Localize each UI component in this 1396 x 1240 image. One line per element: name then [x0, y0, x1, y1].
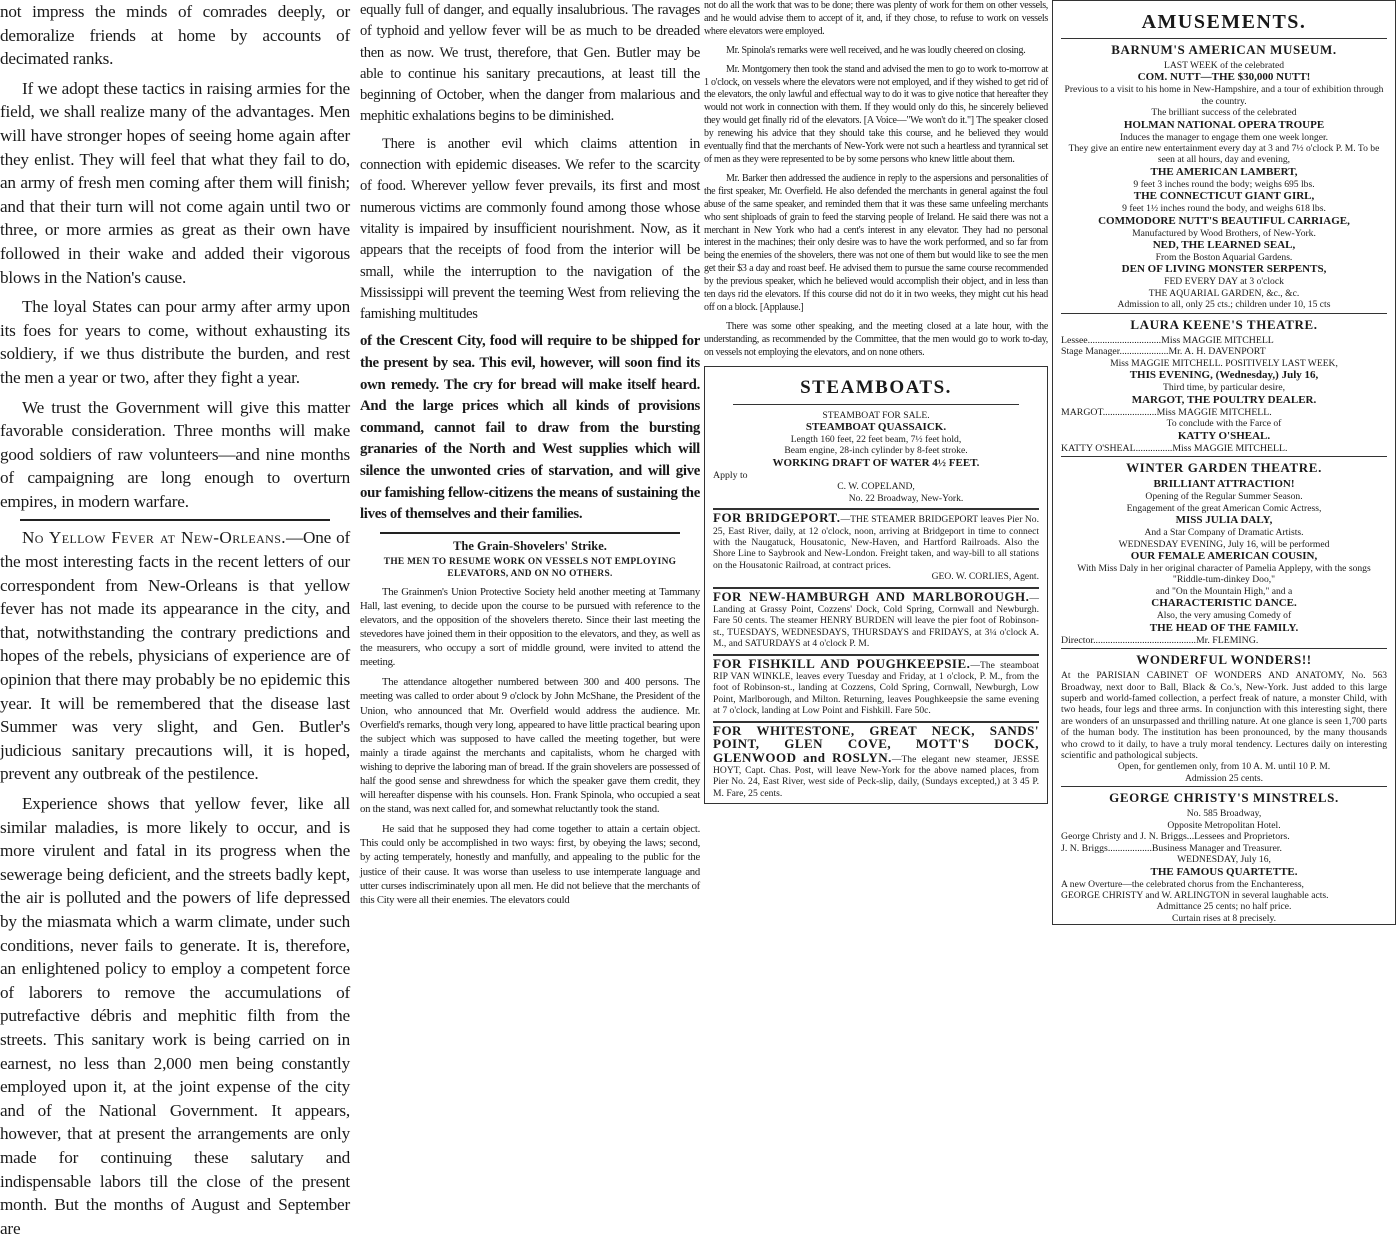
ad-line: BRILLIANT ATTRACTION!: [1153, 478, 1295, 491]
ad-line: THE CONNECTICUT GIANT GIRL,: [1133, 190, 1315, 203]
ad-line: 9 feet 3 inches round the body; weighs 695 lbs.: [1133, 178, 1315, 190]
steamboat-ad-sign: GEO. W. CORLIES, Agent.: [931, 571, 1039, 583]
keene-ad: [1061, 317, 1387, 455]
section-rule: [1061, 38, 1387, 39]
ad-line: Open, for gentlemen only, from 10 A. M. until 10 P. M.: [1117, 761, 1331, 773]
ad-line: COM. NUTT—THE $30,000 NUTT!: [1137, 71, 1311, 84]
ad-line: FED EVERY DAY at 3 o'clock: [1164, 276, 1284, 288]
yellow-fever-lead: [0, 526, 350, 786]
steamboat-sale-heading: STEAMBOAT FOR SALE.: [822, 409, 930, 421]
steamboat-apply: Apply to: [713, 469, 748, 481]
ad-line: Miss MAGGIE MITCHELL. POSITIVELY LAST WEEK,: [1110, 357, 1338, 369]
column-rule: [20, 519, 330, 521]
ad-line: Induces the manager to engage them one week longer.: [1119, 131, 1329, 143]
steamboat-ad-title: FOR WHITESTONE, GREAT NECK, SANDS' POINT, GLEN COVE, MOTT'S DOCK, GLENWOOD and ROSLYN.: [713, 722, 1039, 765]
ad-line: Previous to a visit to his home in New-Hampshire, and a tour of exhibition through the country.: [1064, 84, 1384, 107]
ad-line: George Christy and J. N. Briggs...Lessees and Proprietors.: [1061, 831, 1290, 842]
ad-line: Opening of the Regular Summer Season.: [1145, 491, 1303, 503]
ad-line: 9 feet 1½ inches round the body, and weighs 618 lbs.: [1122, 203, 1326, 215]
ad-paragraph: At the PARISIAN CABINET OF WONDERS AND ANATOMY, No. 563 Broadway, next door to Ball, Black & Co.'s, New-York. Just added to this large superb and world-famed collection, a perfect freak of nature, a monster Child, with two heads, four legs and three arms. In conjunction with this interesting sight, there are wonders of an unsurpassed and thrilling nature. At one glance is seen 1,700 parts of the human body. The institution has been pronounced, by the many thousands who crowd to it daily, to have a truly moral tendency. Lectures daily on interesting scientific and pathological subjects.: [1061, 670, 1387, 761]
article-paragraph: not do all the work that was to be done; there was plenty of work for them on other vessels, and he would advise them to accept of it, and, if they chose, to refuse to work on vessels where elevators were employed.: [704, 0, 1048, 37]
ad-line: Stage Manager....................Mr. A. H. DAVENPORT: [1061, 346, 1266, 358]
bold-paragraph: of the Crescent City, food will require to be shipped for the present by sea. This evil, however, will soon find its own remedy. The cry for bread will make itself heard. And the large prices which all kinds of provisions command, cannot fail to draw from the bursting granaries of the North and West supplies which will silence the unwonted cries of starvation, and will give our famishing fellow-citizens the means of sustaining the lives of themselves and their families.: [360, 333, 700, 523]
ad-line: MISS JULIA DALY,: [1175, 514, 1273, 527]
ad-line: Engagement of the great American Comic Actress,: [1126, 502, 1322, 514]
ad-line: With Miss Daly in her original character of Pamelia Applepy, with the songs "Riddle-tum-dinkey Doo,": [1077, 562, 1371, 586]
ad-line: THE HEAD OF THE FAMILY.: [1149, 621, 1299, 634]
ad-line: Lessee..............................Miss MAGGIE MITCHELL: [1061, 334, 1274, 346]
ad-line: THIS EVENING, (Wednesday,) July 16,: [1129, 369, 1319, 382]
winter-garden-ad: [1061, 460, 1387, 646]
steamboat-ad-text: FOR NEW-HAMBURGH AND MARLBOROUGH.—Landing at Grassy Point, Cozzens' Dock, Cold Spring, Cornwall and Newburgh. Fare 50 cents. The steamer HENRY BURDEN will leave the pier foot of Robinson-st., TUESDAYS, WEDNESDAYS, THURSDAYS and FRIDAYS, at 3¼ o'clock A. M., and SATURDAYS at 4 o'clock P. M.: [713, 588, 1039, 650]
ad-line: COMMODORE NUTT'S BEAUTIFUL CARRIAGE,: [1098, 214, 1350, 227]
section-rule: [1061, 456, 1387, 457]
barnum-title: BARNUM'S AMERICAN MUSEUM.: [1111, 42, 1337, 57]
section-rule: [1061, 648, 1387, 649]
ad-line: HOLMAN NATIONAL OPERA TROUPE: [1123, 118, 1325, 131]
ad-line: No. 585 Broadway,: [1186, 808, 1262, 820]
winter-garden-title: WINTER GARDEN THEATRE.: [1126, 460, 1322, 476]
strike-subheadline: THE MEN TO RESUME WORK ON VESSELS NOT EMPLOYING ELEVATORS, AND ON NO OTHERS.: [383, 556, 677, 579]
wonders-ad: [1061, 652, 1387, 784]
article-paragraph: There is another evil which claims attention in connection with epidemic diseases. We refer to the scarcity of food. Wherever yellow fever prevails, its first and most numerous victims are commonly found among those whose vitality is impaired by insufficient nourishment. Now, as it appears that the receipts of food from the interior will be small, while the interruption to the navigation of the Mississippi will prevent the teeming West from relieving the famishing multitudes: [360, 135, 700, 323]
column-2: [360, 0, 700, 1080]
article-paragraph: We trust the Government will give this matter favorable consideration. Three months will make good soldiers of raw volunteers—and nine months of campaigning are long enough to overturn empires, in modern warfare.: [0, 397, 350, 511]
steamboat-ad-title: FOR NEW-HAMBURGH AND MARLBOROUGH.: [713, 588, 1030, 604]
ad-line: Manufactured by Wood Brothers, of New-York.: [1132, 227, 1316, 239]
steamboat-spec: Length 160 feet, 22 feet beam, 7½ feet hold,: [790, 433, 962, 445]
steamboats-section: [704, 366, 1048, 805]
christy-ad: [1061, 790, 1387, 924]
ad-line: WEDNESDAY EVENING, July 16, will be performed: [1118, 538, 1330, 550]
ad-line: DEN OF LIVING MONSTER SERPENTS,: [1121, 263, 1327, 276]
steamboat-name: STEAMBOAT QUASSAICK.: [805, 420, 947, 433]
ad-line: And a Star Company of Dramatic Artists.: [1144, 527, 1304, 539]
article-paragraph: If we adopt these tactics in raising armies for the field, we shall realize many of the advantages. Men will have stronger hopes of seeing home again after they enlist. They will feel that what they fail to do, an army of fresh men coming after them will finish; and that their turn will not come again until two or three, or more armies as great as their own have followed in their wake and added their vigorous blows in the Nation's cause.: [0, 78, 350, 287]
ad-line: Also, the very amusing Comedy of: [1156, 610, 1292, 622]
article-continuation: [360, 0, 700, 325]
steamboat-address: No. 22 Broadway, New-York.: [848, 492, 964, 504]
ad-line: CHARACTERISTIC DANCE.: [1151, 597, 1297, 610]
steamboat-ad-text: FOR BRIDGEPORT.—THE STEAMER BRIDGEPORT leaves Pier No. 25, East River, daily, at 12 o'clock, noon, arriving at Bridgeport in time to connect with the Naugatuck, Housatonic, New-Haven, and Hartford Railroads. Also the Shore Line to Saybrook and New-London. Freight taken, and way-bill to all stations on the Housatonic Railroad, at contract prices.: [713, 510, 1039, 571]
ad-line: From the Boston Aquarial Gardens.: [1155, 252, 1293, 264]
ad-line: MARGOT, THE POULTRY DEALER.: [1131, 393, 1317, 406]
article-paragraph: The loyal States can pour army after army upon its foes for years to come, without exhausting its soldiery, if we thus distribute the burden, and rest the men a year or two, after they fight a year.: [0, 297, 350, 387]
section-rule: [1061, 313, 1387, 314]
ad-line: A new Overture—the celebrated chorus from the Enchanteress,: [1061, 878, 1304, 890]
article-paragraph: The attendance altogether numbered between 300 and 400 persons. The meeting was called to order about 9 o'clock by John McShane, the President of the Union, who announced that Mr. Overfield would address the audience. Mr. Overfield's remarks, though very long, appeared to have little practical bearing upon the subject which was supposed to have called the meeting together, but were mainly a tirade against the merchants and capitalists, whom he charged with wishing to deprive the laboring man of bread. If the grain shovelers are possessed of half the good sense and shrewdness for which the speaker gave them credit, they will hereafter dispense with his counsels. Hon. Frank Spinola, who occupied a seat on the stand, was next called for, and somewhat reluctantly took the stand.: [360, 676, 700, 816]
amusements-column: [1052, 0, 1396, 925]
barnum-ad: [1061, 42, 1387, 311]
column-1: [0, 0, 350, 1238]
steamboat-ad: [713, 508, 1039, 582]
ad-line: Admission 25 cents.: [1184, 772, 1264, 784]
yellow-fever-text: —One of the most interesting facts in the recent letters of our correspondent from New-Orleans is that yellow fever has not made its appearance in the city, and that, notwithstanding the contrary predictions and hopes of the rebels, physicians of experience are of opinion that there may probably be no epidemic this year. It will be remembered that the disease last Summer was very slight, and Gen. Butler's judicious sanitary precautions will, it is hoped, prevent any outbreak of the pestilence.: [0, 528, 350, 784]
steamboat-spec: Beam engine, 28-inch cylinder by 8-feet stroke.: [784, 445, 968, 457]
steamboat-ad-text: FOR FISHKILL AND POUGHKEEPSIE.—The steamboat RIP VAN WINKLE, leaves every Tuesday and Friday, at 1 o'clock, P. M., from the foot of Robinson-st., landing at Cozzens, Cold Spring, Cornwall, Newburgh, Low Point, Marlborough, and Milton. Returning, leaves Poughkeepsie the same evening at 7 o'clock, landing at Low Point and Fishkill. Fare 50c.: [713, 655, 1039, 717]
christy-title: GEORGE CHRISTY'S MINSTRELS.: [1109, 790, 1339, 806]
ad-line: OUR FEMALE AMERICAN COUSIN,: [1130, 549, 1318, 562]
ad-line: THE AQUARIAL GARDEN, &c., &c.: [1148, 287, 1300, 299]
steamboat-spec: WORKING DRAFT OF WATER 4½ FEET.: [772, 456, 980, 469]
article-paragraph: equally full of danger, and equally insalubrious. The ravages of typhoid and yellow fever will be as much to be dreaded then as now. We trust, therefore, that Gen. Butler may be able to continue his sanitary precautions, at least till the beginning of October, when the danger from malarious and mephitic exhalations begins to be diminished.: [360, 2, 700, 125]
article-paragraph: There was some other speaking, and the meeting closed at a late hour, with the understanding, as recommended by the Committee, that the men would go to work to-day, on vessels not employing the elevators, and on none others.: [704, 320, 1048, 358]
wonders-title: WONDERFUL WONDERS!!: [1136, 652, 1312, 668]
ad-line: and "On the Mountain High," and a: [1155, 585, 1293, 597]
amusements-heading: AMUSEMENTS.: [1141, 11, 1307, 33]
ad-line: NED, THE LEARNED SEAL,: [1152, 239, 1296, 252]
ad-line: Opposite Metropolitan Hotel.: [1167, 819, 1281, 831]
steamboats-heading: STEAMBOATS.: [800, 376, 952, 398]
ad-line: Curtain rises at 8 precisely.: [1171, 912, 1277, 924]
bold-passage: [360, 331, 700, 525]
ad-line: Third time, by particular desire,: [1162, 382, 1285, 394]
article-paragraph: Mr. Barker then addressed the audience in reply to the aspersions and personalities of the first speaker, Mr. Overfield. He also defended the merchants in general against the foul abuse of the same speaker, and reminded them that it was these same unfeeling merchants who sent shiploads of grain to feed the starving people of Ireland. He said there was not a merchant in New York who had a cent's interest in any elevator. They had no personal interest in the machines; their only desire was to have the work performed, and so far from being the enemies of the shovelers, there was not one of them but would like to see the men get their $3 a day and roast beef. He advised them to pursue the same course recommended by the previous speaker, which he believed would accomplish their object, and in less than ten days rid the elevators. If this course did not do it in two weeks, they might cut his head off on a block. [Applause.]: [704, 172, 1048, 313]
ad-line: MARGOT......................Miss MAGGIE MITCHELL.: [1061, 406, 1272, 418]
steamboat-ad: [713, 721, 1039, 799]
section-rule: [733, 404, 1019, 405]
column-rule: [380, 532, 680, 534]
steamboat-ad: [713, 654, 1039, 717]
strike-headline: The Grain-Shovelers' Strike.: [453, 538, 607, 553]
ad-line: Admittance 25 cents; no half price.: [1156, 901, 1292, 913]
steamboat-ad-title: FOR FISHKILL AND POUGHKEEPSIE.: [713, 655, 971, 671]
section-rule: [1061, 786, 1387, 787]
ad-line: J. N. Briggs..................Business Manager and Treasurer.: [1061, 842, 1282, 854]
article-paragraph: Experience shows that yellow fever, like all similar maladies, is more likely to occur, and is more virulent and fatal in its progress when the sewerage being deficient, and the streets badly kept, the air is polluted and the powers of life depressed by the miasmata which a warm climate, under such conditions, never fails to generate. It is, therefore, an enlightened policy to employ a competent force of laborers to remove the accumulations of putrefactive débris and mephitic filth from the streets. This sanitary work is being carried on in earnest, no less than 2,000 men being constantly employed upon it, at the joint expense of the city and of the National Government. It appears, however, that at present the arrangements are only made for continuing these salutary and indispensable labors till the close of the present month. But the months of August and September are: [0, 794, 350, 1238]
ad-line: Admission to all, only 25 cts.; children under 10, 15 cts: [1117, 299, 1331, 311]
strike-article: [360, 585, 700, 907]
article-paragraph: not impress the minds of comrades deeply, or demoralize friends at home by accounts of decimated ranks.: [0, 2, 350, 69]
strike-article-continued: [704, 0, 1048, 360]
ad-line: KATTY O'SHEAL.: [1177, 429, 1271, 442]
ad-line: THE AMERICAN LAMBERT,: [1150, 165, 1298, 178]
keene-title: LAURA KEENE'S THEATRE.: [1130, 316, 1318, 332]
article-paragraph: Mr. Spinola's remarks were well received, and he was loudly cheered on closing.: [726, 44, 1026, 56]
article-paragraph: Mr. Montgomery then took the stand and advised the men to go to work to-morrow at 1 o'clock, on vessels where the elevators were not employed, and if they wished to get rid of the elevators, the only lawful and effectual way to do it was to give notice that hereafter they would not work in connection with them. If they would only do this, he sincerely believed they would get finally rid of the elevators. [A Voice—"We won't do it."] The speaker closed by renewing his advice that they should take this course, and he believed they would eventually find that the merchants of New-York were not such a heartless and tyrannical set of men as they were represented to be by some persons who knew little about them.: [704, 63, 1048, 165]
article-paragraph: He said that he supposed they had come together to attain a certain object. This could only be accomplished in two ways: first, by obeying the laws; second, by acting temperately, honestly and manfully, and appealing to the public for the justice of their cause. It was worse than useless to use intemperate language and utter curses indiscriminately upon all men. He did not believe that the merchants of this City were all their enemies. The elevators could: [360, 823, 700, 906]
ad-line: WEDNESDAY, July 16,: [1177, 854, 1271, 866]
steamboat-ad: [713, 587, 1039, 650]
steamboat-agent: C. W. COPELAND,: [837, 481, 915, 493]
column-3: [704, 0, 1048, 1080]
steamboat-ad-text: FOR WHITESTONE, GREAT NECK, SANDS' POINT, GLEN COVE, MOTT'S DOCK, GLENWOOD and ROSLYN.—The elegant new steamer, JESSE HOYT, Capt. Chas. Post, will leave New-York for the above named places, from Pier No. 24, East River, west side of Peck-slip, daily, (Sundays excepted,) at 3 45 P. M. Fare, 25 cents.: [713, 722, 1039, 799]
ad-line: KATTY O'SHEAL...............Miss MAGGIE MITCHELL.: [1061, 442, 1288, 454]
article-paragraph: The Grainmen's Union Protective Society held another meeting at Tammany Hall, last evening, to decide upon the course to be pursued with reference to the elevators, and the opposition of the shovelers thereto. Since their last meeting the stevedores have joined them in their opposition to the elevators, and they, as well as the measurers, who occupy a sort of middle ground, were invited to attend the meeting.: [360, 585, 700, 669]
ad-line: GEORGE CHRISTY and W. ARLINGTON in several laughable acts.: [1061, 890, 1329, 901]
ad-line: The brilliant success of the celebrated: [1151, 107, 1297, 119]
ad-line: They give an entire new entertainment every day at 3 and 7½ o'clock P. M. To be seen at all hours, day and evening,: [1068, 143, 1380, 166]
yellow-fever-title: No Yellow Fever at New-Orleans.: [22, 528, 286, 548]
ad-line: THE FAMOUS QUARTETTE.: [1150, 865, 1298, 878]
ad-line: Director..........................................Mr. FLEMING.: [1061, 634, 1259, 646]
ad-line: To conclude with the Farce of: [1166, 418, 1282, 430]
steamboat-ad-title: FOR BRIDGEPORT.: [713, 510, 841, 526]
ad-line: LAST WEEK of the celebrated: [1163, 60, 1285, 71]
